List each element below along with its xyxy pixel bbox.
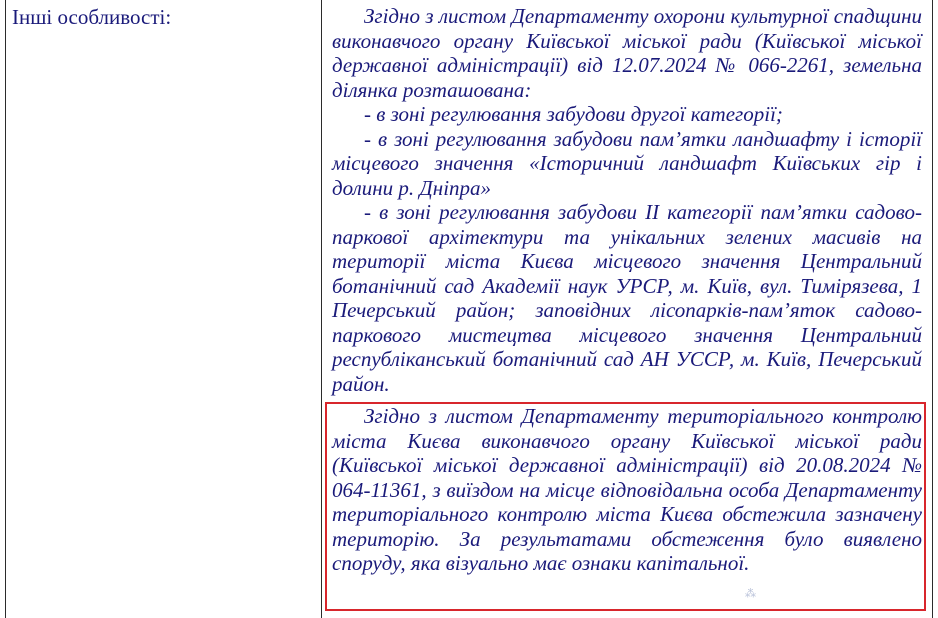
- heritage-intro-paragraph: Згідно з листом Департаменту охорони культурної спадщини виконавчого органу Київської міської ради (Київської міської державної адміністрації) від 12.07.2024 № 066-2261, земельна ділянка розташована:: [332, 4, 922, 102]
- table-left-border: [5, 0, 6, 618]
- table-column-divider: [321, 0, 322, 618]
- inspection-paragraph: Згідно з листом Департаменту територіального контролю міста Києва виконавчого органу Київської міської ради (Київської міської державної адміністрації) від 20.08.2024 № 064-11361, з виїздом на місце відповідальна особа Департаменту територіального контролю міста Києва обстежила зазначену територію. За результатами обстеження було виявлено споруду, яка візуально має ознаки капітальної.: [332, 404, 922, 575]
- heritage-zone-item-3: - в зоні регулювання забудови II категорії пам’ятки садово-паркової архітектури та унікальних зелених масивів на території міста Києва місцевого значення Центральний ботанічний сад Академії наук УРСР, м. Київ, вул. Тимірязева, 1 Печерський район; заповідних лісопарків-пам’яток садово-паркового мистецтва місцевого значення Центральний республіканський ботанічний сад АН УССР, м. Київ, Печерський район.: [332, 200, 922, 396]
- inspection-info-block: [332, 404, 922, 576]
- table-right-border: [932, 0, 933, 618]
- heritage-info-block: [332, 4, 922, 396]
- scan-mark-icon: ⁂: [745, 588, 756, 600]
- heritage-zone-item-1: - в зоні регулювання забудови другої категорії;: [364, 102, 783, 126]
- heritage-zone-item-2: - в зоні регулювання забудови пам’ятки ландшафту і історії місцевого значення «Історичний ландшафт Київських гір і долини р. Дніпра»: [332, 126, 922, 200]
- row-label: Інші особливості:: [12, 5, 172, 29]
